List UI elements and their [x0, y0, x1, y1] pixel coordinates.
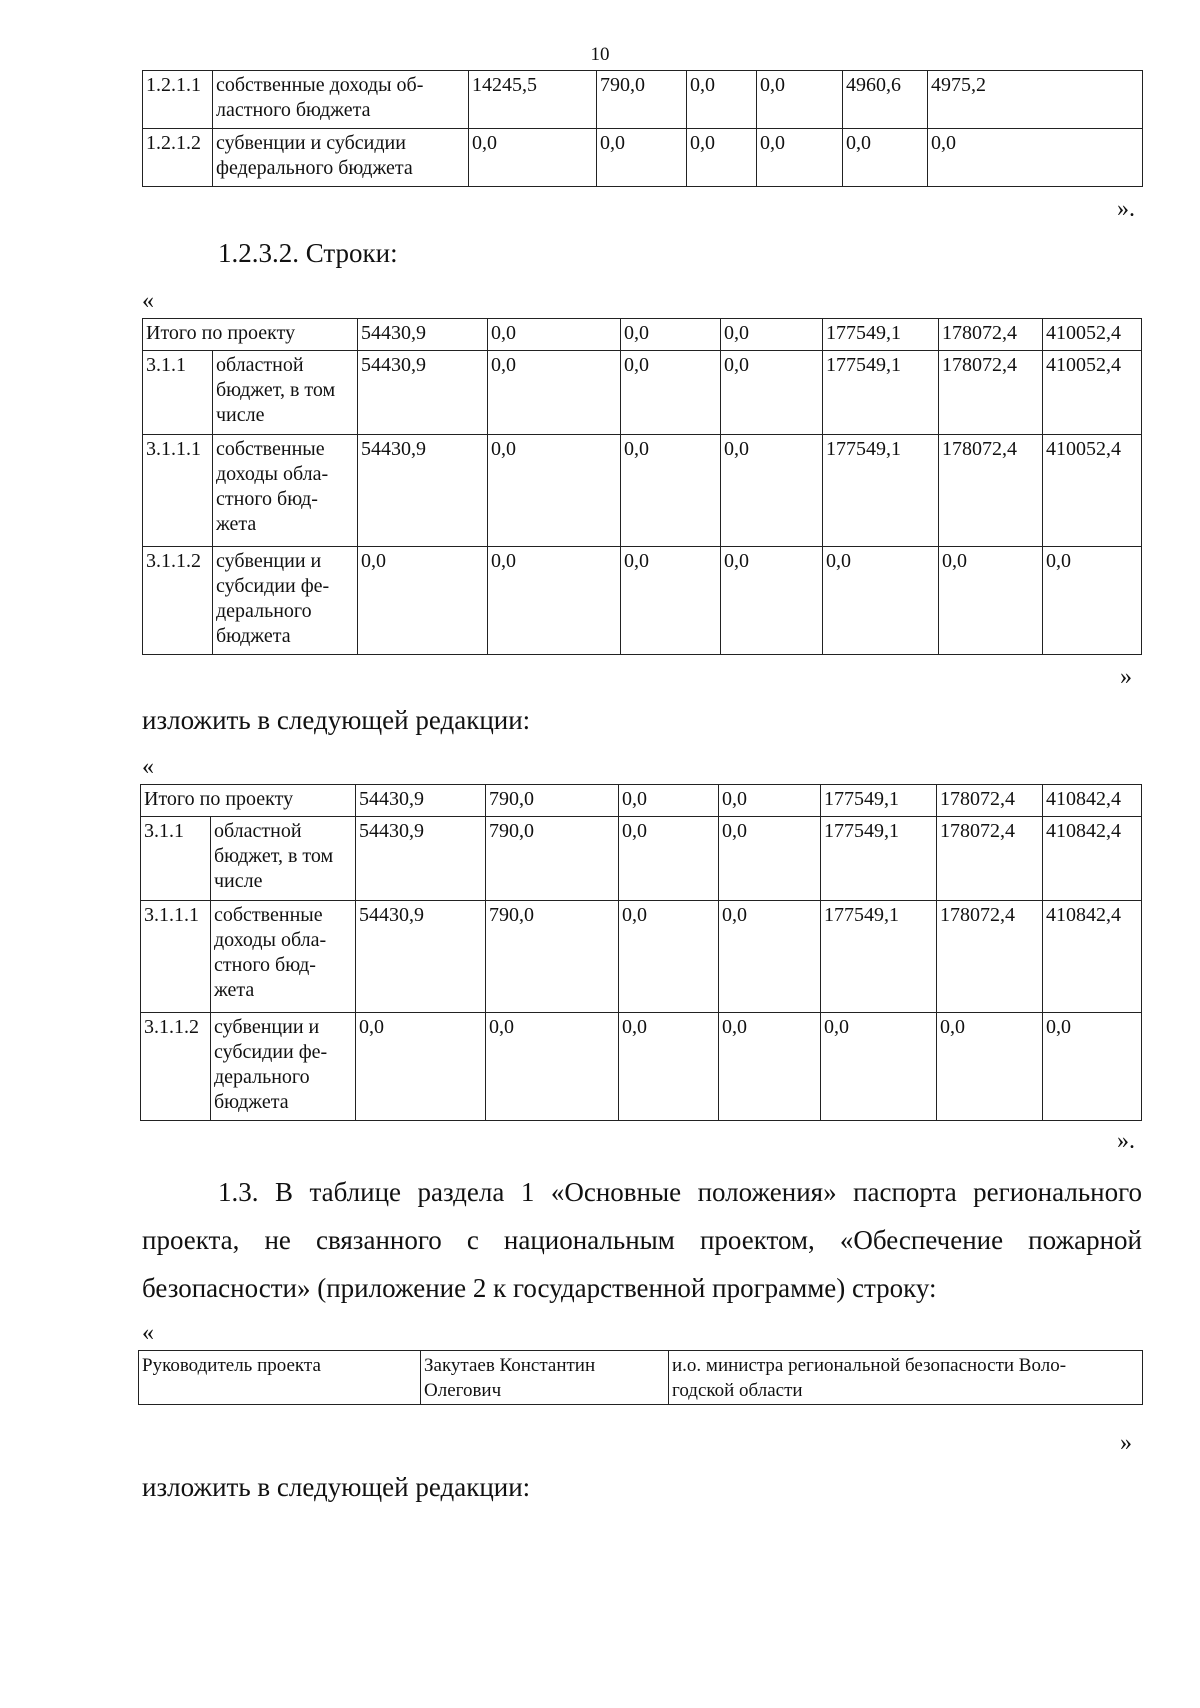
value-cell: 0,0 [719, 785, 821, 817]
table-row [141, 817, 1142, 901]
value-cell: 0,0 [721, 547, 823, 655]
value-cell: 410052,4 [1043, 319, 1142, 351]
table-row [141, 1013, 1142, 1121]
table-row [143, 435, 1142, 547]
value-cell: 177549,1 [823, 435, 939, 547]
value-cell: 0,0 [719, 817, 821, 901]
table-row [143, 129, 1143, 187]
table1-body [143, 71, 1143, 187]
value-cell: 54430,9 [358, 319, 488, 351]
close-quote-2: » [1120, 664, 1132, 690]
row-code: 3.1.1.2 [141, 1013, 211, 1121]
row-name: областной бюджет, в том числе [213, 351, 358, 435]
value-cell: 177549,1 [823, 319, 939, 351]
value-cell: 0,0 [721, 351, 823, 435]
project-lead-table [138, 1350, 1143, 1405]
value-cell: 54430,9 [356, 785, 486, 817]
value-cell: 14245,5 [469, 71, 597, 129]
total-label: Итого по проекту [143, 319, 358, 351]
section-heading: 1.2.3.2. Строки: [218, 238, 398, 268]
open-quote-2: « [142, 754, 154, 780]
value-cell: 0,0 [719, 901, 821, 1013]
value-cell: 790,0 [486, 901, 619, 1013]
value-cell: 0,0 [1043, 547, 1142, 655]
value-cell: 0,0 [619, 785, 719, 817]
instruction-text-1: изложить в следующей редакции: [142, 705, 531, 735]
value-cell: 0,0 [619, 1013, 719, 1121]
value-cell: 0,0 [619, 817, 719, 901]
open-quote-1: « [142, 288, 154, 314]
instruction-text-2: изложить в следующей редакции: [142, 1472, 531, 1502]
value-cell: 0,0 [469, 129, 597, 187]
row-code: 1.2.1.1 [143, 71, 213, 129]
row-name: областной бюджет, в том числе [211, 817, 356, 901]
value-cell: 0,0 [356, 1013, 486, 1121]
value-cell: 790,0 [486, 817, 619, 901]
close-quote-1: ». [1117, 196, 1135, 222]
value-cell: 177549,1 [823, 351, 939, 435]
value-cell: 410052,4 [1043, 351, 1142, 435]
row-name: субвенции и субсидии фе- дерального бюджета [211, 1013, 356, 1121]
table-row [141, 901, 1142, 1013]
value-cell: 178072,4 [939, 319, 1043, 351]
budget-table-old [142, 318, 1142, 655]
row-name: субвенции и субсидии фе- дерального бюджета [213, 547, 358, 655]
table-row [143, 71, 1143, 129]
value-cell: 0,0 [621, 351, 721, 435]
row-code: 1.2.1.2 [143, 129, 213, 187]
row-name: собственные доходы обла- стного бюд- жета [211, 901, 356, 1013]
value-cell: 0,0 [486, 1013, 619, 1121]
value-cell: 54430,9 [356, 901, 486, 1013]
row-name: собственные доходы об- ластного бюджета [213, 71, 469, 129]
row-name: субвенции и субсидии федерального бюджета [213, 129, 469, 187]
total-row [141, 785, 1142, 817]
value-cell: 0,0 [757, 71, 843, 129]
value-cell: 0,0 [939, 547, 1043, 655]
table-row [139, 1351, 1143, 1405]
value-cell: 0,0 [621, 435, 721, 547]
value-cell: 410842,4 [1043, 785, 1142, 817]
total-label: Итого по проекту [141, 785, 356, 817]
value-cell: 178072,4 [939, 351, 1043, 435]
row-code: 3.1.1 [141, 817, 211, 901]
close-quote-4: » [1120, 1430, 1132, 1456]
value-cell: 4960,6 [843, 71, 928, 129]
value-cell: 177549,1 [821, 901, 937, 1013]
row-code: 3.1.1.1 [141, 901, 211, 1013]
budget-table-new [140, 784, 1142, 1121]
value-cell: 54430,9 [358, 351, 488, 435]
person-name: Закутаев Константин Олегович [421, 1351, 669, 1405]
table-row [143, 547, 1142, 655]
table3-body [141, 785, 1142, 1121]
value-cell: 0,0 [843, 129, 928, 187]
value-cell: 0,0 [721, 435, 823, 547]
value-cell: 0,0 [757, 129, 843, 187]
value-cell: 790,0 [486, 785, 619, 817]
value-cell: 178072,4 [939, 435, 1043, 547]
value-cell: 0,0 [721, 319, 823, 351]
value-cell: 0,0 [488, 435, 621, 547]
value-cell: 54430,9 [358, 435, 488, 547]
value-cell: 0,0 [821, 1013, 937, 1121]
value-cell: 0,0 [488, 319, 621, 351]
value-cell: 4975,2 [928, 71, 1143, 129]
value-cell: 177549,1 [821, 817, 937, 901]
value-cell: 54430,9 [356, 817, 486, 901]
value-cell: 0,0 [488, 547, 621, 655]
value-cell: 0,0 [358, 547, 488, 655]
row-name: собственные доходы обла- стного бюд- жета [213, 435, 358, 547]
value-cell: 0,0 [597, 129, 687, 187]
value-cell: 410052,4 [1043, 435, 1142, 547]
value-cell: 0,0 [619, 901, 719, 1013]
table-row [143, 351, 1142, 435]
row-code: 3.1.1 [143, 351, 213, 435]
instruction-paragraph-1-3: 1.3. В таблице раздела 1 «Основные положения» паспорта регионального проекта, не связанного с национальным проектом, «Обеспечение пожарной безопасности» (приложение 2 к государственной программе) строку: [142, 1177, 1142, 1303]
value-cell: 0,0 [1043, 1013, 1142, 1121]
role-label: Руководитель проекта [139, 1351, 421, 1405]
value-cell: 790,0 [597, 71, 687, 129]
value-cell: 0,0 [687, 71, 757, 129]
page-number: 10 [590, 44, 610, 65]
value-cell: 0,0 [621, 319, 721, 351]
value-cell: 0,0 [823, 547, 939, 655]
table2-body [143, 319, 1142, 655]
value-cell: 0,0 [621, 547, 721, 655]
row-code: 3.1.1.2 [143, 547, 213, 655]
row-code: 3.1.1.1 [143, 435, 213, 547]
value-cell: 410842,4 [1043, 901, 1142, 1013]
value-cell: 0,0 [719, 1013, 821, 1121]
value-cell: 410842,4 [1043, 817, 1142, 901]
value-cell: 0,0 [488, 351, 621, 435]
total-row [143, 319, 1142, 351]
value-cell: 0,0 [687, 129, 757, 187]
value-cell: 178072,4 [937, 817, 1043, 901]
value-cell: 0,0 [928, 129, 1143, 187]
value-cell: 178072,4 [937, 785, 1043, 817]
value-cell: 0,0 [937, 1013, 1043, 1121]
person-position: и.о. министра региональной безопасности Воло- годской области [669, 1351, 1143, 1405]
value-cell: 177549,1 [821, 785, 937, 817]
open-quote-3: « [142, 1320, 154, 1346]
value-cell: 178072,4 [937, 901, 1043, 1013]
budget-table-1 [142, 70, 1143, 187]
close-quote-3: ». [1117, 1128, 1135, 1154]
